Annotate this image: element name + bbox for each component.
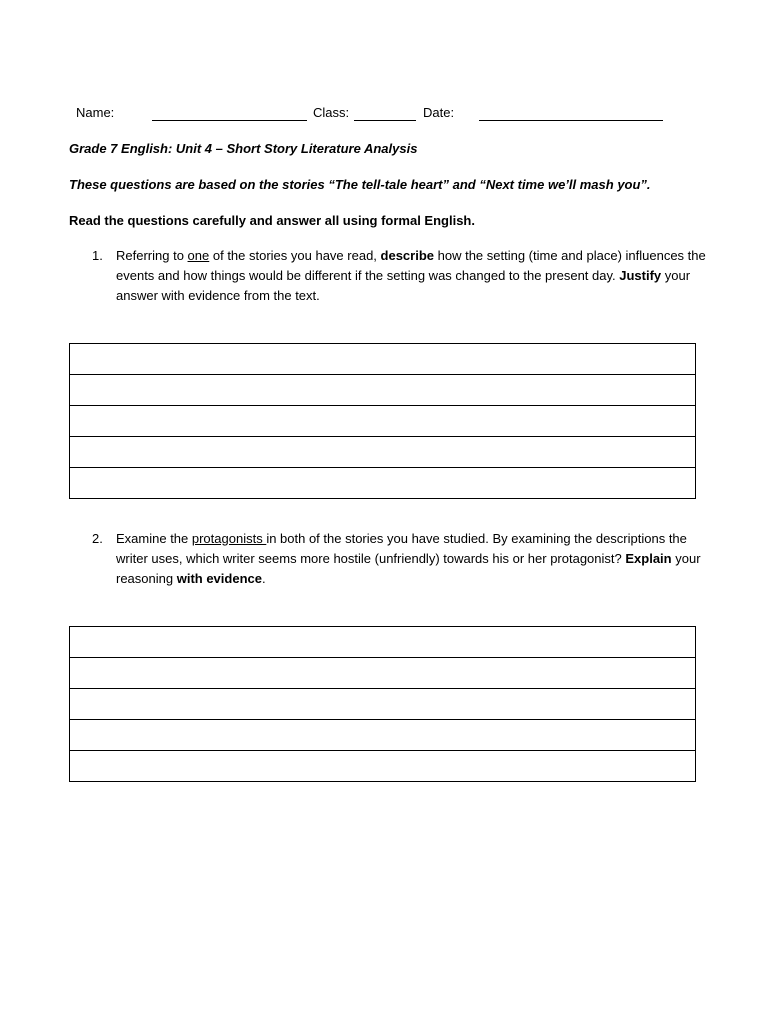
worksheet-subtitle: These questions are based on the stories “The tell-tale heart” and “Next time we’ll mash you”.	[69, 177, 651, 192]
answer-line[interactable]	[70, 406, 696, 437]
answer-line[interactable]	[70, 468, 696, 499]
question-1-answer-box	[69, 343, 696, 499]
q2-bold-word: Explain	[625, 551, 672, 566]
date-label: Date:	[423, 105, 455, 120]
question-2-text	[116, 529, 706, 589]
question-1-text	[116, 246, 706, 306]
q2-bold-word: with evidence	[176, 571, 262, 586]
worksheet-title: Grade 7 English: Unit 4 – Short Story Literature Analysis	[69, 141, 418, 156]
q1-text-part: of the stories you have read,	[209, 248, 381, 263]
q1-underlined-word: one	[187, 248, 210, 263]
answer-line[interactable]	[70, 720, 696, 751]
q2-text-part: in both of the stories you have studied. By examining the descriptions the writer uses, which writer seems more hostile (unfriendly) towards his or her protagonist?	[116, 531, 687, 566]
class-label: Class:	[313, 105, 350, 120]
q2-text-part: .	[261, 571, 266, 586]
instructions: Read the questions carefully and answer all using formal English.	[69, 213, 475, 228]
answer-line[interactable]	[70, 437, 696, 468]
question-2-answer-box	[69, 626, 696, 782]
answer-line[interactable]	[70, 375, 696, 406]
q1-text-part: how the setting (time and place) influences the events and how things would be different if the setting was changed to the present day.	[116, 248, 706, 283]
question-2-number: 2.	[92, 531, 103, 546]
date-field[interactable]	[479, 120, 663, 121]
answer-line[interactable]	[70, 658, 696, 689]
q1-bold-word: Justify	[619, 268, 662, 283]
answer-line[interactable]	[70, 344, 696, 375]
class-field[interactable]	[354, 120, 416, 121]
q1-text-part: Referring to	[116, 248, 188, 263]
q1-bold-word: describe	[380, 248, 435, 263]
question-1-number: 1.	[92, 248, 103, 263]
name-label: Name:	[76, 105, 115, 120]
answer-line[interactable]	[70, 689, 696, 720]
q2-text-part: your reasoning	[116, 551, 701, 586]
name-field[interactable]	[152, 120, 307, 121]
answer-line[interactable]	[70, 751, 696, 782]
q1-text-part: your answer with evidence from the text.	[116, 268, 691, 303]
q2-text-part: Examine the	[116, 531, 192, 546]
answer-line[interactable]	[70, 627, 696, 658]
q2-underlined-word: protagonists	[191, 531, 267, 546]
